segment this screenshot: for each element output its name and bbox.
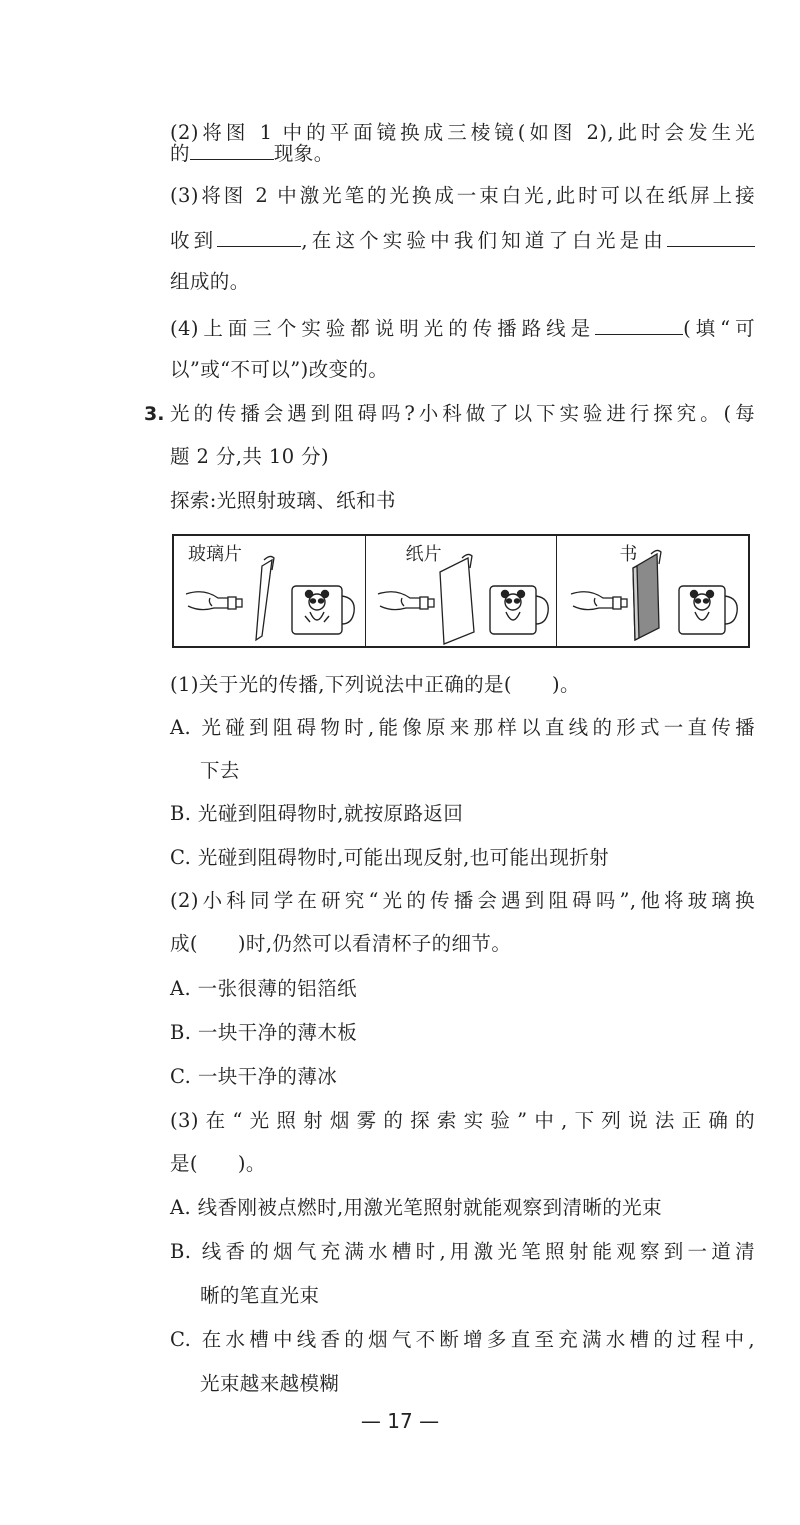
hand-flashlight-icon [571,592,627,610]
q3-sub3-stem-text-a: 是( [170,1152,198,1175]
q3-sub1-stem [170,671,755,699]
paper-experiment-illustration [366,536,556,646]
figure-panel-book [557,536,748,646]
q3-sub3-stem-line1: (3)在“光照射烟雾的探索实验”中,下列说法正确的 [170,1109,755,1132]
q3-sub1-option-b[interactable]: B. 光碰到阻碍物时,就按原路返回 [170,802,464,825]
panda-mug-icon [679,586,737,634]
q3-sub2-option-a[interactable]: A. 一张很薄的铝箔纸 [170,977,357,1000]
book-experiment-illustration [557,536,747,646]
q3-sub1-option-c[interactable]: C. 光碰到阻碍物时,可能出现反射,也可能出现折射 [170,846,610,869]
panda-mug-icon [292,586,354,634]
q3-sub3-stem-text-b: )。 [237,1152,266,1175]
glass-plate-icon [256,556,274,640]
q3-sub3-option-a[interactable]: A. 线香刚被点燃时,用激光笔照射就能观察到清晰的光束 [170,1196,662,1219]
q2-part2-line1: (2)将图 1 中的平面镜换成三棱镜(如图 2),此时会发生光 [170,121,755,144]
panel-label-paper: 纸片 [405,544,442,565]
q3-sub2-stem-text-a: 成( [170,932,198,955]
q3-sub2-stem-line2 [170,930,755,958]
book-icon [633,550,661,640]
q2-part4-text-b: (填“可 [683,317,755,340]
q2-part2-text-a: 的 [170,142,190,165]
q3-sub3-stem-line2 [170,1150,755,1178]
answer-blank[interactable] [217,226,301,247]
q2-part2-text-b: 现象。 [273,142,334,165]
q2-part3-line1: (3)将图 2 中激光笔的光换成一束白光,此时可以在纸屏上接 [170,184,755,207]
answer-blank[interactable] [595,314,683,335]
q2-part4-line1 [170,314,755,343]
q2-part3-text-a: 收到 [170,229,218,252]
hand-flashlight-icon [186,592,242,610]
answer-blank[interactable] [190,139,274,160]
glass-experiment-illustration [174,536,364,646]
figure-panel-paper [366,536,558,646]
q3-sub2-option-b[interactable]: B. 一块干净的薄木板 [170,1021,358,1044]
q3-number: 3. [144,403,165,425]
q3-sub3-option-b-line2: 晰的笔直光束 [200,1284,320,1307]
panel-label-glass: 玻璃片 [188,544,242,565]
page-number: — 17 — [360,1409,440,1433]
panda-mug-icon [490,586,548,634]
experiment-figure [172,534,750,648]
q3-sub1-option-a-line2: 下去 [200,759,240,782]
q2-part3-text-b: ,在这个实验中我们知道了白光是由 [301,229,667,252]
panel-label-book: 书 [619,544,638,565]
q3-sub1-stem-text-a: (1)关于光的传播,下列说法中正确的是( [170,673,512,696]
q3-sub2-stem-line1: (2)小科同学在研究“光的传播会遇到阻碍吗”,他将玻璃换 [170,889,755,912]
q3-stem-line2: 题 2 分,共 10 分) [170,445,330,468]
q3-sub1-option-a-line1[interactable]: A. 光碰到阻碍物时,能像原来那样以直线的形式一直传播 [170,716,755,739]
q2-part2-line2 [170,139,755,168]
q3-explore-label: 探索:光照射玻璃、纸和书 [170,489,396,512]
answer-blank[interactable] [667,226,755,247]
hand-flashlight-icon [378,592,434,610]
q2-part3-line2 [170,226,755,255]
q2-part3-line3: 组成的。 [170,270,250,293]
paper-sheet-icon [440,554,474,644]
q3-sub3-option-c-line2: 光束越来越模糊 [200,1372,340,1395]
q2-part4-text-a: (4)上面三个实验都说明光的传播路线是 [170,317,596,340]
q3-stem-line1: 光的传播会遇到阻碍吗?小科做了以下实验进行探究。(每 [170,402,755,425]
q3-sub2-option-c[interactable]: C. 一块干净的薄冰 [170,1065,338,1088]
q2-part4-line2: 以”或“不可以”)改变的。 [170,358,389,381]
q3-sub1-stem-text-b: )。 [551,673,580,696]
figure-panel-glass [174,536,366,646]
q3-sub3-option-b-line1[interactable]: B. 线香的烟气充满水槽时,用激光笔照射能观察到一道清 [170,1240,755,1263]
q3-sub3-option-c-line1[interactable]: C. 在水槽中线香的烟气不断增多直至充满水槽的过程中, [170,1328,755,1351]
q3-sub2-stem-text-b: )时,仍然可以看清杯子的细节。 [237,932,512,955]
